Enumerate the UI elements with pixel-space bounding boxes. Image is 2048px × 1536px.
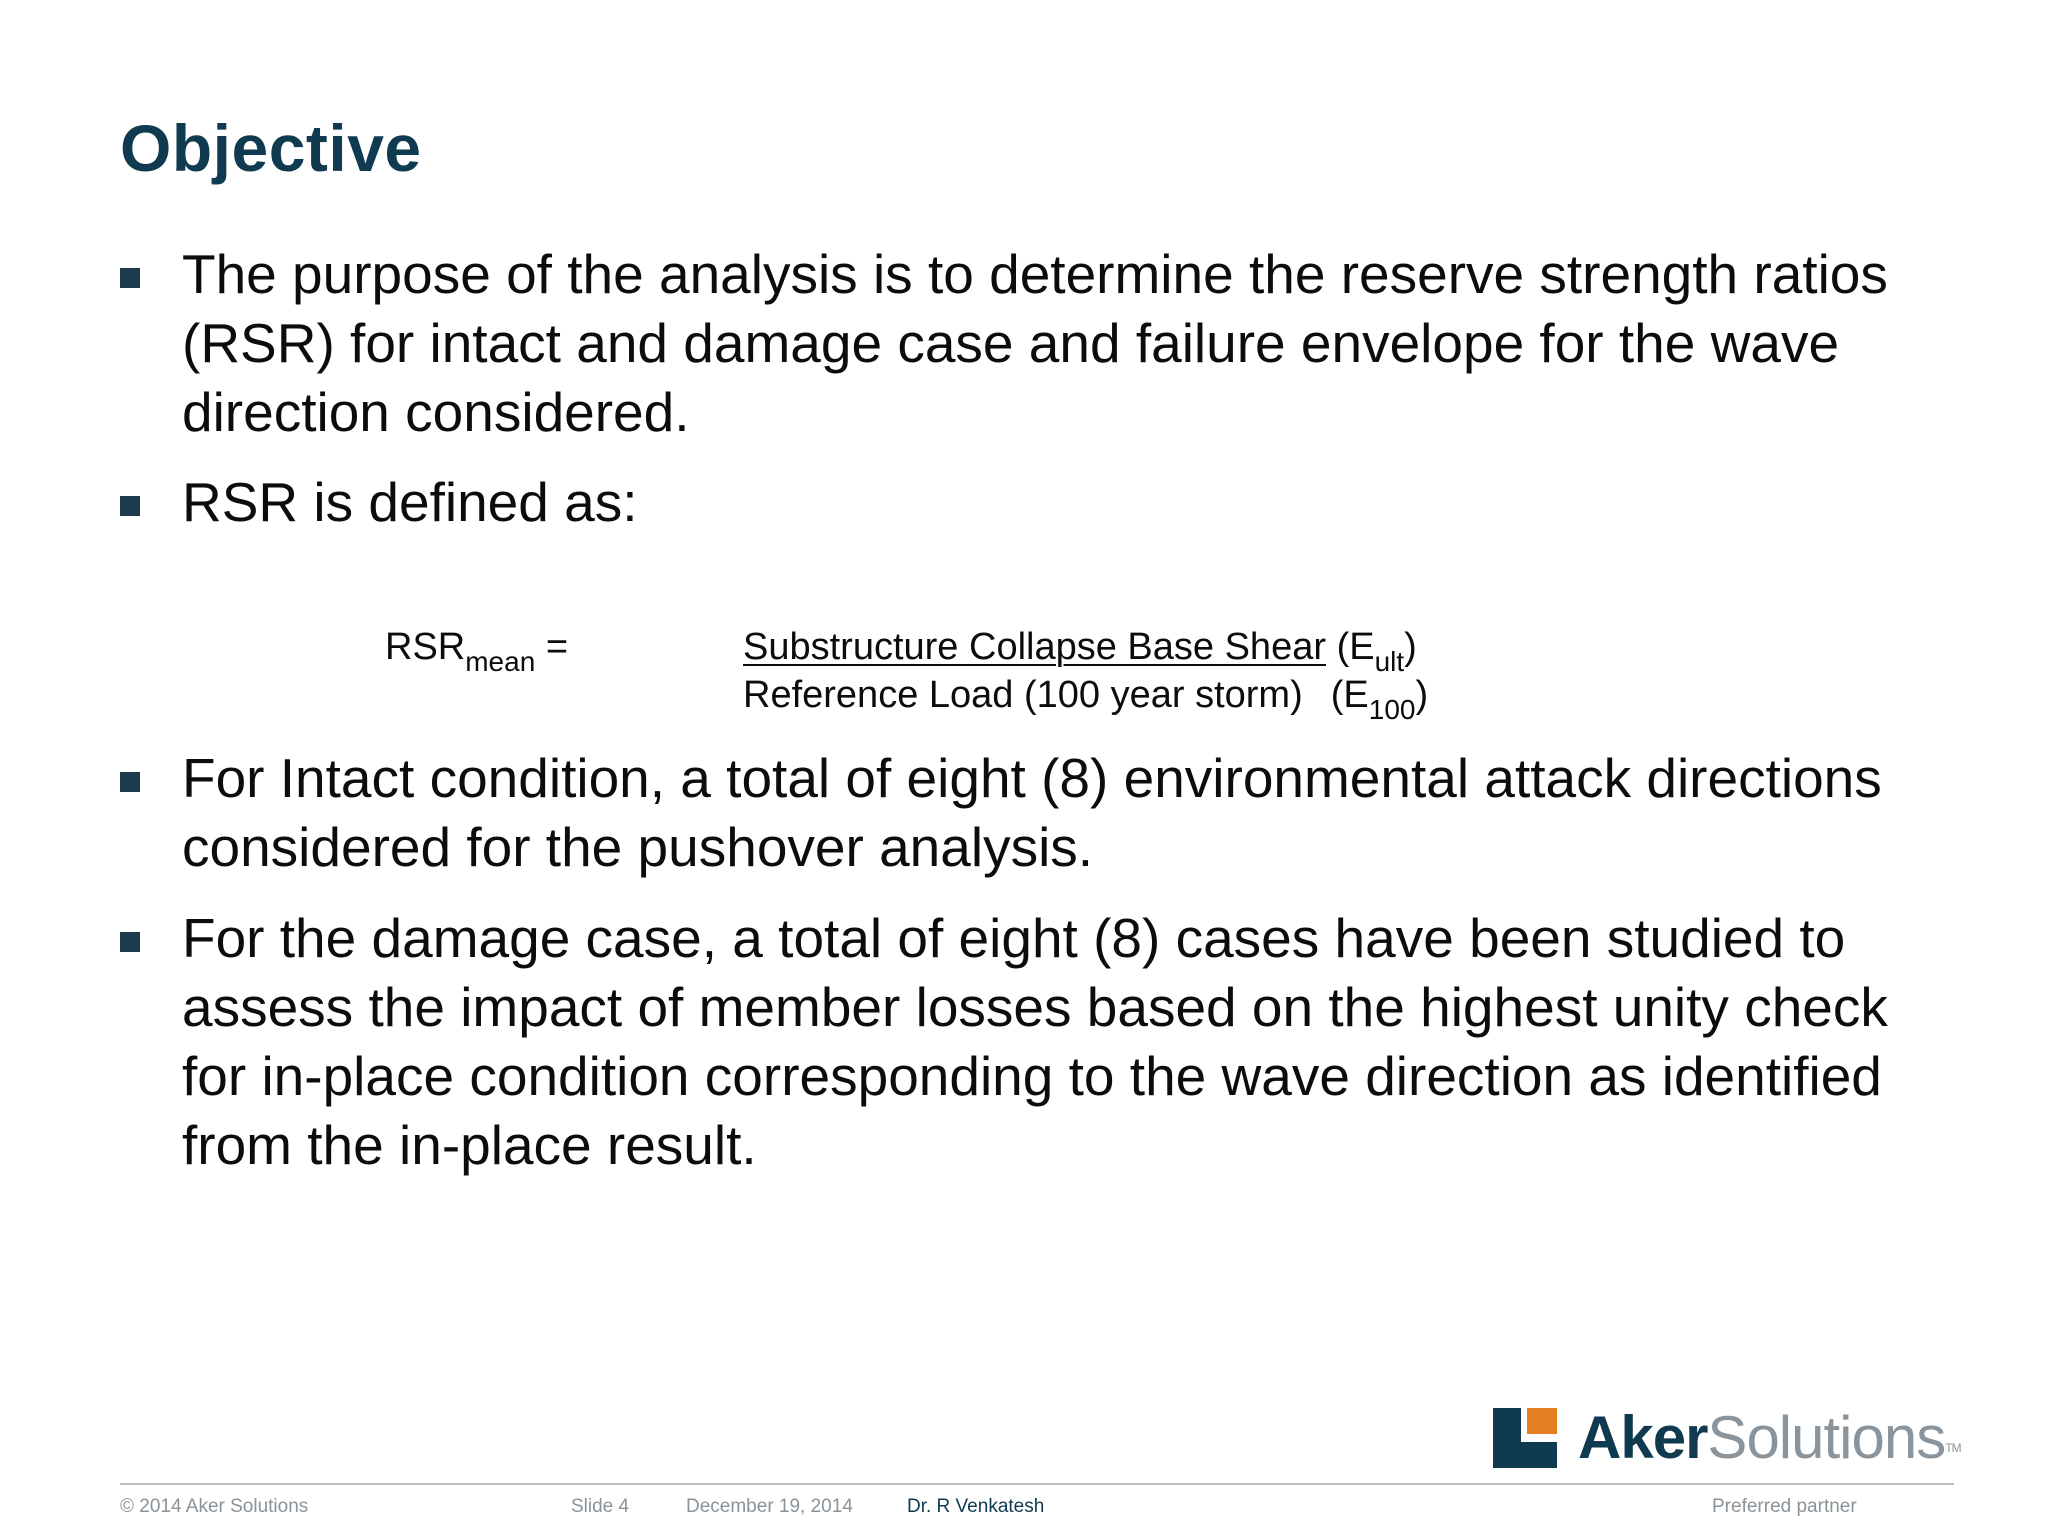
formula-numerator: Substructure Collapse Base Shear $(E_{ult})$	[743, 626, 1417, 677]
footer-copyright: © 2014 Aker Solutions	[120, 1496, 309, 1517]
bullet-rsr-definition	[120, 468, 1940, 537]
footer-tagline: Preferred partner	[1712, 1496, 1857, 1517]
bullet-text: For Intact condition, a total of eight (8) environmental attack directions considered for the pushover analysis.	[182, 747, 1882, 878]
bullet-text: RSR is defined as:	[182, 471, 638, 533]
footer-author: Dr. R Venkatesh	[907, 1496, 1045, 1517]
bullet-text: For the damage case, a total of eight (8) cases have been studied to assess the impact of member losses based on the highest unity check for in-place condition corresponding to the wave direction as identified from the in-place result.	[182, 907, 1888, 1176]
logo-wordmark-solutions: Solutions	[1707, 1404, 1946, 1471]
aker-logo-mark-icon	[1493, 1408, 1557, 1468]
footer-divider	[120, 1483, 1954, 1485]
logo-wordmark	[1578, 1405, 1961, 1471]
bullet-text: The purpose of the analysis is to determine the reserve strength ratios (RSR) for intact and damage case and failure envelope for the wave direction considered.	[182, 243, 1888, 443]
rsr-formula	[385, 626, 1485, 736]
formula-denominator: Reference Load (100 year storm) $(E_{100})$	[743, 674, 1429, 725]
formula-lhs	[385, 626, 568, 675]
footer-date: December 19, 2014	[686, 1496, 853, 1517]
formula-denominator-text: Reference Load (100 year storm)	[743, 674, 1303, 716]
formula-numerator-subscript: ult	[1374, 645, 1405, 677]
square-bullet-icon	[120, 744, 182, 882]
bullet-damage-case	[120, 904, 1940, 1180]
logo-wordmark-aker: Aker	[1578, 1404, 1708, 1471]
formula-equals: =	[545, 626, 569, 668]
logo-trademark: TM	[1945, 1441, 1961, 1455]
formula-numerator-text: Substructure Collapse Base Shear	[743, 626, 1326, 668]
square-bullet-icon	[120, 240, 182, 447]
square-bullet-icon	[120, 904, 182, 1180]
formula-denominator-subscript: 100	[1368, 693, 1416, 725]
square-bullet-icon	[120, 468, 182, 537]
formula-lhs-main: RSR	[385, 626, 466, 668]
formula-lhs-subscript: mean	[465, 645, 536, 677]
bullet-purpose	[120, 240, 1940, 447]
aker-solutions-logo	[1493, 1403, 1973, 1473]
footer-slide-number: Slide 4	[571, 1496, 630, 1517]
slide-title: Objective	[120, 111, 422, 185]
formula-denominator-symbol: E	[1343, 674, 1369, 716]
formula-numerator-symbol: E	[1349, 626, 1375, 668]
bullet-intact-condition	[120, 744, 1940, 882]
